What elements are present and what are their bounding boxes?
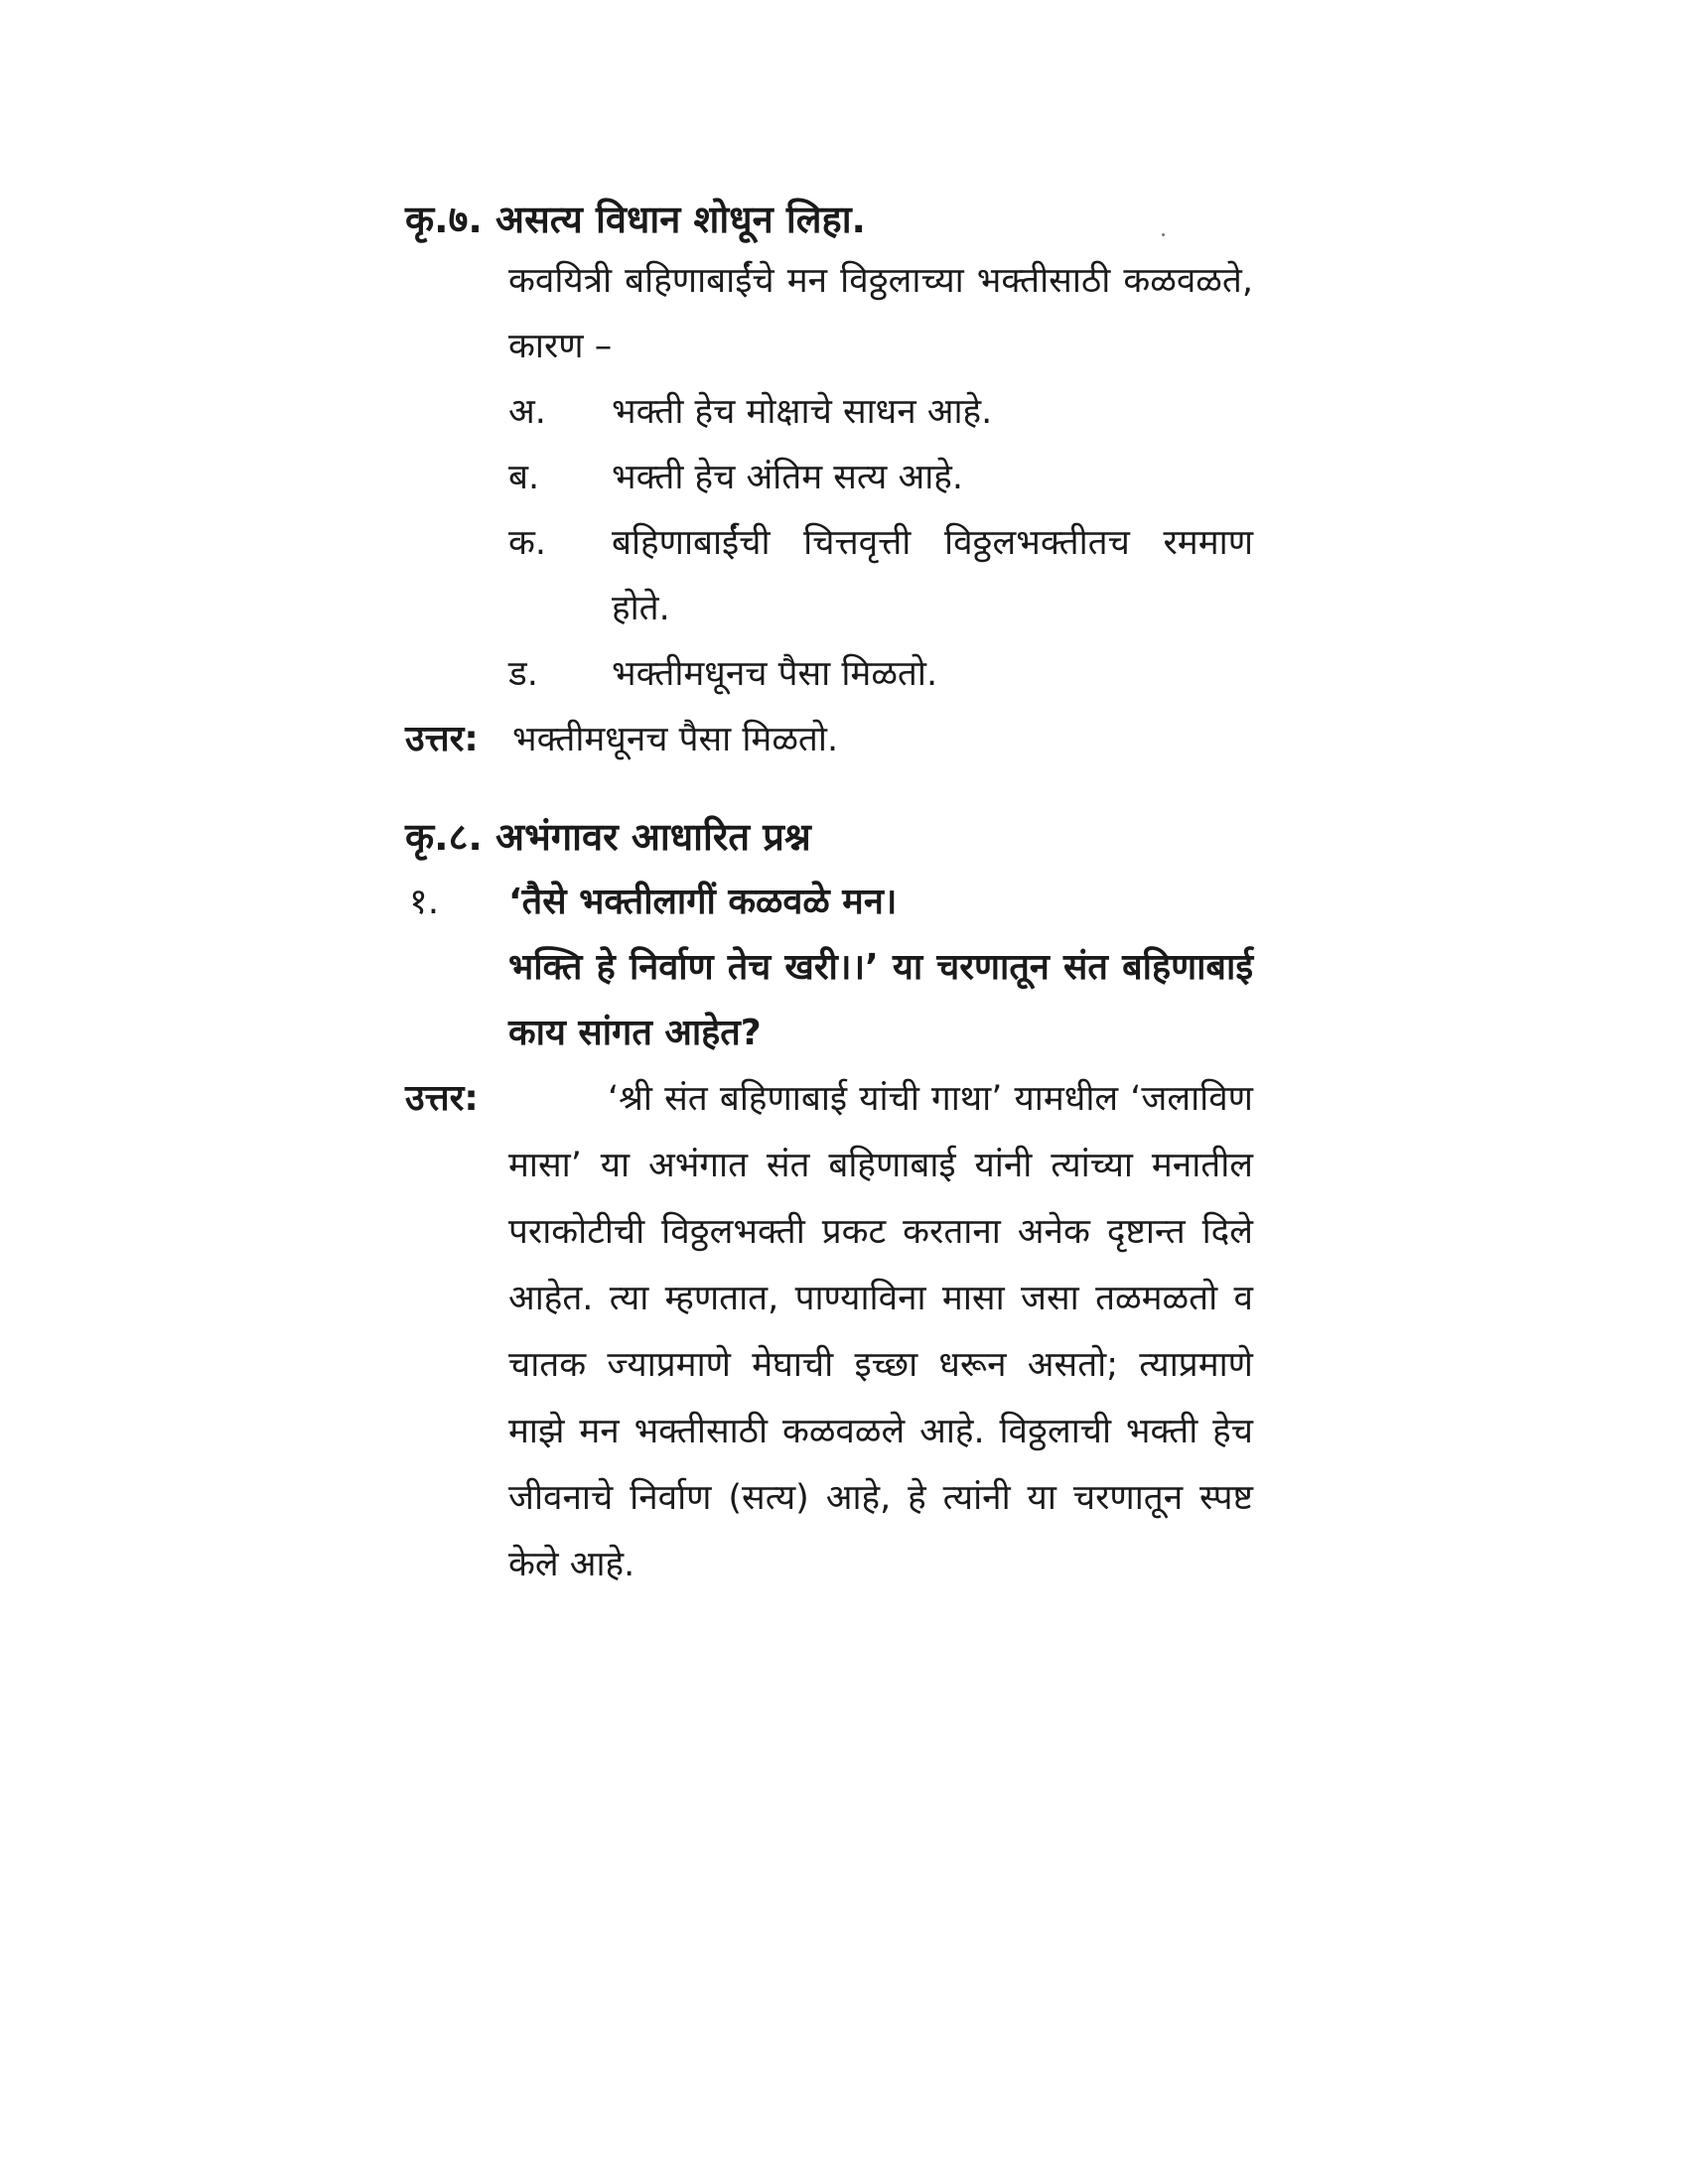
q8-question-line1: ‘तैसे भक्तीलागीं कळवळे मन। xyxy=(508,882,898,922)
q8-heading: कृ.८. अभंगावर आधारित प्रश्न xyxy=(405,815,811,859)
option-text: भक्ती हेच अंतिम सत्य आहे. xyxy=(612,458,963,497)
q7-statement: कवयित्री बहिणाबाईंचे मन विठ्ठलाच्या भक्तीसाठी कळवळते, कारण – xyxy=(508,261,1253,366)
option-letter: अ. xyxy=(508,392,546,432)
q7-answer-label: उत्तर: xyxy=(405,719,479,759)
option-letter: क. xyxy=(508,523,547,563)
scan-speck xyxy=(1162,233,1165,236)
q8-question xyxy=(508,870,1253,1066)
q8-sub-number: १. xyxy=(409,882,440,922)
q7-answer: भक्तीमधूनच पैसा मिळतो. xyxy=(512,720,839,759)
q8-question-rest: भक्ति हे निर्वाण तेच खरी।।’ या चरणातून संत बहिणाबाई काय सांगत आहेत? xyxy=(508,947,1253,1053)
option-letter: ड. xyxy=(508,654,538,694)
q8-answer: ‘श्री संत बहिणाबाई यांची गाथा’ यामधील ‘जलाविण मासा’ या अभंगात संत बहिणाबाई यांनी त्यांच्या मनातील पराकोटीची विठ्ठलभक्ती प्रकट करताना अनेक दृष्टान्त दिले आहेत. त्या म्हणतात, पाण्याविना मासा जसा तळमळतो व चातक ज्याप्रमाणे मेघाची इच्छा धरून असतो; त्याप्रमाणे माझे मन भक्तीसाठी कळवळले आहे. विठ्ठलाची भक्ती हेच जीवनाचे निर्वाण (सत्य) आहे, हे त्यांनी या चरणातून स्पष्ट केले आहे. xyxy=(508,1079,1253,1584)
q8-answer-label: उत्तर: xyxy=(405,1078,479,1119)
q7-option-b xyxy=(508,445,1253,510)
option-text: भक्तीमधूनच पैसा मिळतो. xyxy=(612,654,938,694)
option-letter: ब. xyxy=(508,458,540,497)
q7-heading: कृ.७. असत्य विधान शोधून लिहा. xyxy=(405,198,866,241)
q7-option-d xyxy=(508,641,1253,707)
q7-option-c xyxy=(508,510,1253,641)
option-text: भक्ती हेच मोक्षाचे साधन आहे. xyxy=(612,392,993,432)
q7-option-a xyxy=(508,379,1253,445)
option-text: बहिणाबाईंची चित्तवृत्ती विठ्ठलभक्तीतच रममाण होते. xyxy=(612,523,1253,628)
